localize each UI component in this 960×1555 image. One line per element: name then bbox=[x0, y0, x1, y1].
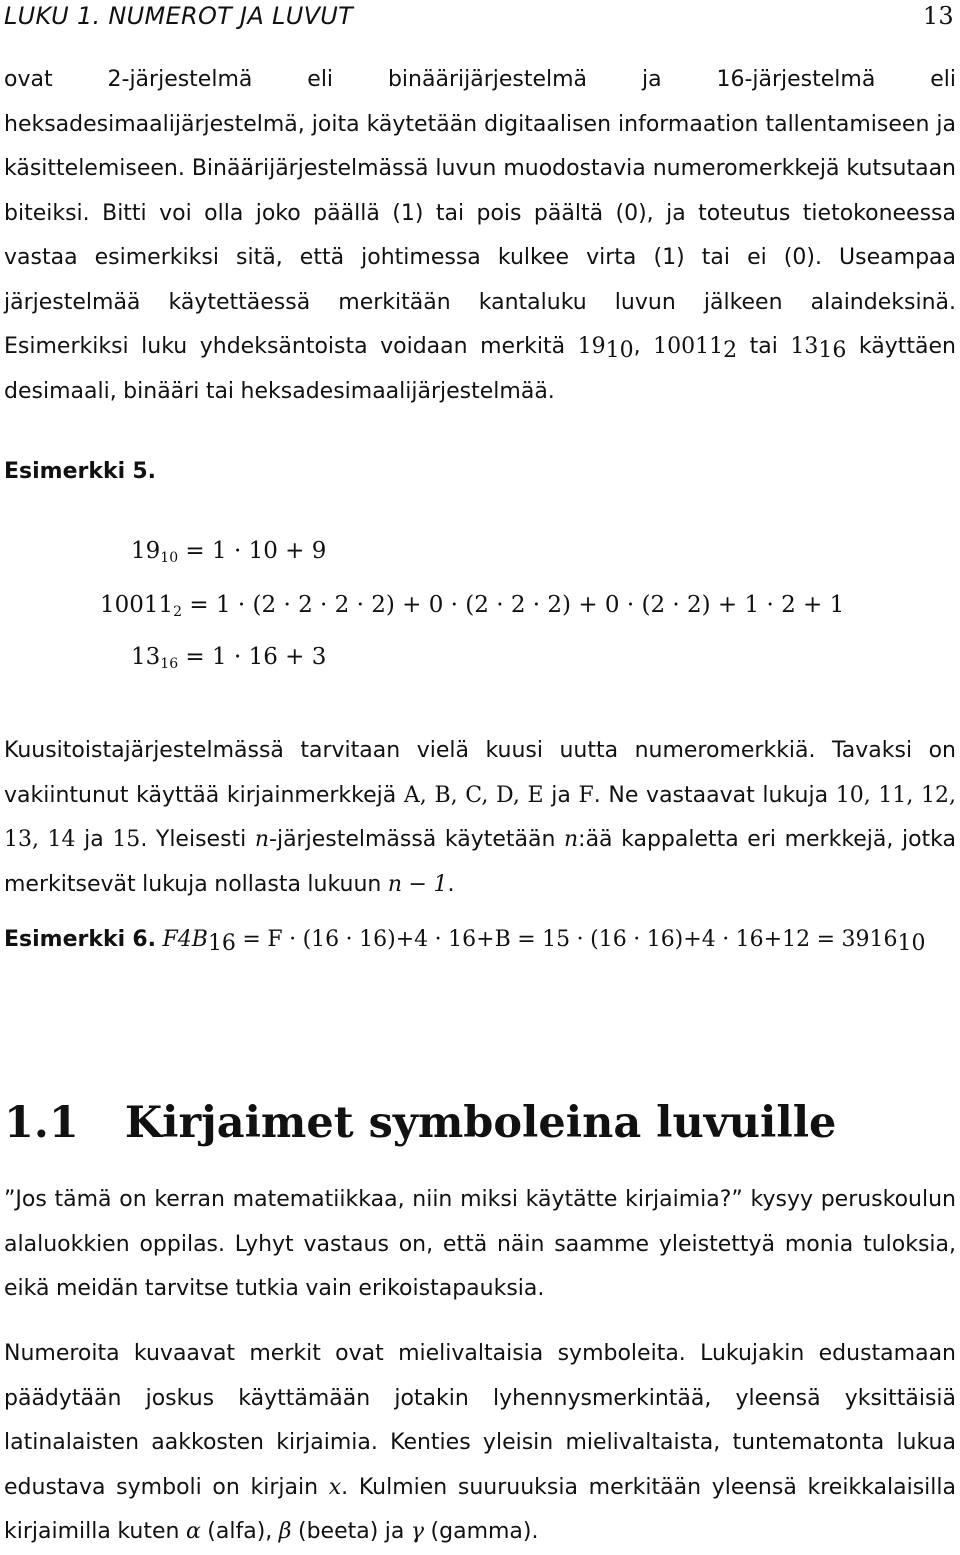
paragraph-number-systems: ovat 2-järjestelmä eli binäärijärjestelmä ja 16-järjestelmä eli heksadesimaalijärjestelmä, joita käytetään digitaalisen informaation tallentamiseen ja käsittelemiseen. Binäärijärjestelmässä luvun muodostavia numeromerkkejä kutsutaan biteiksi. Bitti voi olla joko päällä (1) tai pois päältä (0), ja toteutus tietokoneessa vastaa esimerkiksi sitä, että johtimessa kulkee virta (1) tai ei (0). Useampaa järjestelmää käytettäessä merkitään kantaluku luvun jälkeen alaindeksinä. Esimerkiksi luku yhdeksäntoista voidaan merkitä $19_{10}$, $10011_2$ tai $13_{16}$ käyttäen desimaali, binääri tai heksadesimaalijärjestelmää. bbox=[4, 67, 956, 404]
chapter-title: LUKU 1. NUMEROT JA LUVUT bbox=[4, 2, 354, 30]
paragraph-quote: ”Jos tämä on kerran matematiikkaa, niin miksi käytätte kirjaimia?” kysyy peruskoulun alaluokkien oppilas. Lyhyt vastaus on, että näin saamme yleistettyä monia tuloksia, eikä meidän tarvitse tutkia vain erikoistapauksia. bbox=[4, 1187, 956, 1301]
running-header bbox=[4, 2, 954, 34]
paragraph-hexadecimal: Kuusitoistajärjestelmässä tarvitaan vielä kuusi uutta numeromerkkiä. Tavaksi on vakiintunut käyttää kirjainmerkkejä A, B, C, D, E ja F. Ne vastaavat lukuja 10, 11, 12, 13, 14 ja 15. Yleisesti n-järjestelmässä käytetään n:ää kappaletta eri merkkejä, jotka merkitsevät lukuja nollasta lukuun n − 1. bbox=[4, 738, 956, 897]
equation-1: $19_{10} = 1 \cdot 10 + 9$ bbox=[131, 538, 327, 566]
equation-3: $13_{16} = 1 \cdot 16 + 3$ bbox=[131, 644, 327, 672]
example-6-label: Esimerkki 6. bbox=[4, 927, 156, 952]
equation-2: $10011_2 = 1 \cdot (2 \cdot 2 \cdot 2 \cdot 2) + 0 \cdot (2 \cdot 2 \cdot 2) + 0 \cdot (2 \cdot 2) + 1 \cdot 2 + 1$ bbox=[100, 592, 845, 620]
example-6: Esimerkki 6. $F4B_{16} = F \cdot (16 \cdot 16)+4 \cdot 16+B = 15 \cdot (16 \cdot 16)+4 \cdot 16+12 = 3916_{10}$ bbox=[4, 927, 926, 956]
example-5-label: Esimerkki 5. bbox=[4, 459, 156, 484]
page-number: 13 bbox=[922, 2, 954, 30]
section-heading bbox=[4, 1098, 836, 1148]
section-title: Kirjaimet symboleina luvuille bbox=[124, 1098, 837, 1148]
example-6-expression: F4B bbox=[162, 927, 208, 952]
paragraph-symbols: Numeroita kuvaavat merkit ovat mielivaltaisia symboleita. Lukujakin edustamaan päädytään joskus käyttämään jotakin lyhennysmerkintää, yleensä yksittäisiä latinalaisten aakkosten kirjaimia. Kenties yleisin mielivaltaista, tuntematonta lukua edustava symboli on kirjain x. Kulmien suuruuksia merkitään yleensä kreikkalaisilla kirjaimilla kuten α (alfa), β (beeta) ja γ (gamma). bbox=[4, 1341, 956, 1544]
section-number: 1.1 bbox=[4, 1098, 79, 1148]
